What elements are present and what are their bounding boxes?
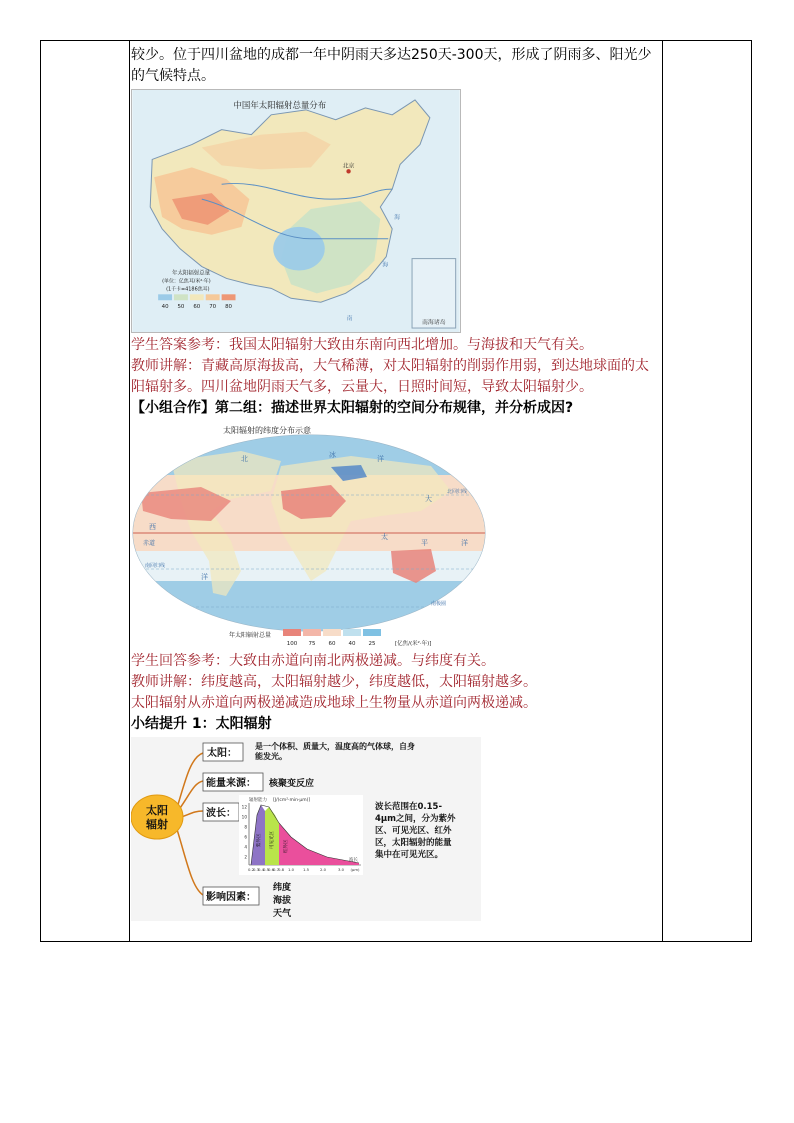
world-legend-value: 100 xyxy=(286,641,298,647)
paragraph-chengdu: 较少。位于四川盆地的成都一年中阴雨天多达250天-300天，形成了阴雨多、阳光少的气候特点。 xyxy=(131,47,652,84)
world-label-equator: 赤道 xyxy=(143,540,156,547)
china-legend-value: 80 xyxy=(225,304,233,311)
world-legend-swatch xyxy=(323,629,341,636)
world-legend xyxy=(283,629,381,647)
branch-energy-label: 能量来源： xyxy=(206,778,256,789)
branch-energy-text: 核聚变反应 xyxy=(269,779,315,789)
spectrum-xtick: 0.8 xyxy=(277,867,285,872)
spectrum-ytick: 4 xyxy=(244,844,247,850)
spectrum-xtick: (μm) xyxy=(350,867,360,872)
china-legend-title: 年太阳辐射总量 xyxy=(172,270,211,277)
world-label-antarctic-circle: 南极圈 xyxy=(431,601,447,607)
student-answer-2: 学生回答参考：大致由赤道向南北两极递减。与纬度有关。 xyxy=(131,653,495,669)
china-legend-value: 70 xyxy=(209,304,217,311)
world-map-title: 太阳辐射的纬度分布示意 xyxy=(223,426,311,435)
world-legend-value: 60 xyxy=(328,641,336,647)
solar-radiation-mindmap xyxy=(131,737,661,921)
china-legend-value: 50 xyxy=(177,304,185,311)
world-label-yang-2: 洋 xyxy=(461,539,468,547)
world-legend-unit: [亿焦/(米²·年)] xyxy=(395,641,432,647)
sea-label-3: 南 xyxy=(346,315,353,323)
factor-altitude: 海拔 xyxy=(273,896,292,906)
branch-sun-text-2: 能发光。 xyxy=(255,752,287,761)
paragraph-biomass: 太阳辐射从赤道向两极递减造成地球上生物量从赤道向两极递减。 xyxy=(131,695,537,711)
spectrum-chart xyxy=(239,795,363,875)
wave-text-2: 4μm之间，分为紫外 xyxy=(375,814,456,824)
branch-wave-label: 波长： xyxy=(206,808,236,819)
spectrum-xtick: 0.3 xyxy=(252,867,260,872)
china-legend-swatch xyxy=(222,294,236,300)
wave-text-5: 集中在可见光区。 xyxy=(375,850,444,860)
sea-label-1: 海 xyxy=(394,213,401,221)
mindmap-center-line1: 太阳 xyxy=(146,804,168,817)
branch-sun-text-1: 是一个体积、质量大，温度高的气体球，自身 xyxy=(255,742,415,751)
world-legend-value: 75 xyxy=(308,641,316,647)
china-legend-swatch xyxy=(206,294,220,300)
factor-latitude: 纬度 xyxy=(273,883,292,893)
region-uv: 紫外区 xyxy=(257,833,262,847)
world-label-tropic-south: 南回归线 xyxy=(145,563,166,569)
wave-text-3: 区、可见光区、红外 xyxy=(375,826,452,836)
spectrum-ytick: 12 xyxy=(241,804,247,810)
capital-label: 北京 xyxy=(342,162,355,170)
spectrum-unit: [J/(cm²·min·μm)] xyxy=(273,798,311,803)
spectrum-xtick: 0.2 xyxy=(247,867,255,872)
teacher-explanation-2: 教师讲解：纬度越高，太阳辐射越少，纬度越低，太阳辐射越多。 xyxy=(131,674,537,690)
world-label-xi: 西 xyxy=(149,523,156,531)
spectrum-ylabel: 辐射能力 xyxy=(249,798,267,803)
branch-factors-label: 影响因素： xyxy=(206,892,256,903)
region-visible: 可见光区 xyxy=(270,831,275,849)
spectrum-xtick: 1.0 xyxy=(287,867,295,872)
student-answer-1: 学生答案参考：我国太阳辐射大致由东南向西北增加。与海拔和天气有关。 xyxy=(131,337,593,353)
mindmap-center-line2: 辐射 xyxy=(146,818,168,831)
spectrum-xtick: 1.5 xyxy=(302,867,310,872)
factor-weather: 天气 xyxy=(273,909,292,919)
wave-text-1: 波长范围在0.15- xyxy=(375,802,443,812)
world-label-yang-1: 洋 xyxy=(377,455,384,463)
beijing-marker xyxy=(346,169,350,173)
summary-heading: 小结提升 1：太阳辐射 xyxy=(131,716,272,732)
china-legend-swatch xyxy=(190,294,204,300)
world-legend-swatch xyxy=(303,629,321,636)
spectrum-ytick: 6 xyxy=(244,834,247,840)
world-legend-swatch xyxy=(343,629,361,636)
wave-text-4: 区，太阳辐射的能量 xyxy=(375,838,452,848)
china-radiation-map xyxy=(131,89,661,333)
table-frame xyxy=(40,40,752,942)
world-label-bei: 北 xyxy=(241,455,248,463)
world-label-tai: 太 xyxy=(381,533,388,541)
branch-sun-label: 太阳： xyxy=(207,748,237,759)
world-legend-value: 40 xyxy=(348,641,356,647)
world-label-bing: 冰 xyxy=(329,451,336,459)
region-ir: 红外区 xyxy=(284,839,289,853)
china-legend-value: 40 xyxy=(161,304,169,311)
world-legend-swatch xyxy=(283,629,301,636)
column-divider-right xyxy=(662,41,663,941)
world-label-da: 大 xyxy=(425,495,432,503)
spectrum-ytick: 10 xyxy=(241,814,247,820)
world-legend-title: 年太阳辐射总量 xyxy=(229,632,272,639)
teacher-explanation-1: 教师讲解：青藏高原海拔高，大气稀薄，对太阳辐射的削弱作用弱，到达地球面的太阳辐射多。四川盆地阴雨天气多，云量大，日照时间短，导致太阳辐射少。 xyxy=(131,358,649,395)
world-label-ping: 平 xyxy=(421,539,428,547)
world-radiation-map xyxy=(131,421,661,649)
spectrum-xtick: 2.0 xyxy=(319,867,327,872)
group-task: 【小组合作】第二组：描述世界太阳辐射的空间分布规律，并分析成因? xyxy=(131,400,574,416)
world-label-tropic-north: 北回归线 xyxy=(447,489,468,495)
spectrum-ytick: 2 xyxy=(244,854,247,860)
sea-label-2: 海 xyxy=(382,261,389,269)
china-legend-swatch xyxy=(174,294,188,300)
china-legend-swatch xyxy=(158,294,172,300)
china-legend-unit: (单位：亿焦耳/米²·年) xyxy=(162,278,211,285)
china-legend-value: 60 xyxy=(193,304,201,311)
china-map-title: 中国年太阳辐射总量分布 xyxy=(233,99,327,110)
lesson-content xyxy=(131,45,661,923)
world-label-yang-3: 洋 xyxy=(201,573,208,581)
world-legend-value: 25 xyxy=(368,641,376,647)
spectrum-xtick: 0.4 xyxy=(257,867,265,872)
spectrum-xtick: 0.7 xyxy=(272,867,280,872)
china-legend-note: (1千卡=4186焦耳) xyxy=(166,286,210,293)
world-legend-swatch xyxy=(363,629,381,636)
spectrum-xtick: 0.5 xyxy=(262,867,270,872)
column-divider-left xyxy=(129,41,130,941)
spectrum-xlabel: 波长 xyxy=(349,858,358,863)
spectrum-xtick: 0.6 xyxy=(267,867,275,872)
inset-label: 南海诸岛 xyxy=(421,319,446,327)
spectrum-ytick: 8 xyxy=(244,824,247,830)
spectrum-xtick: 3.0 xyxy=(337,867,345,872)
